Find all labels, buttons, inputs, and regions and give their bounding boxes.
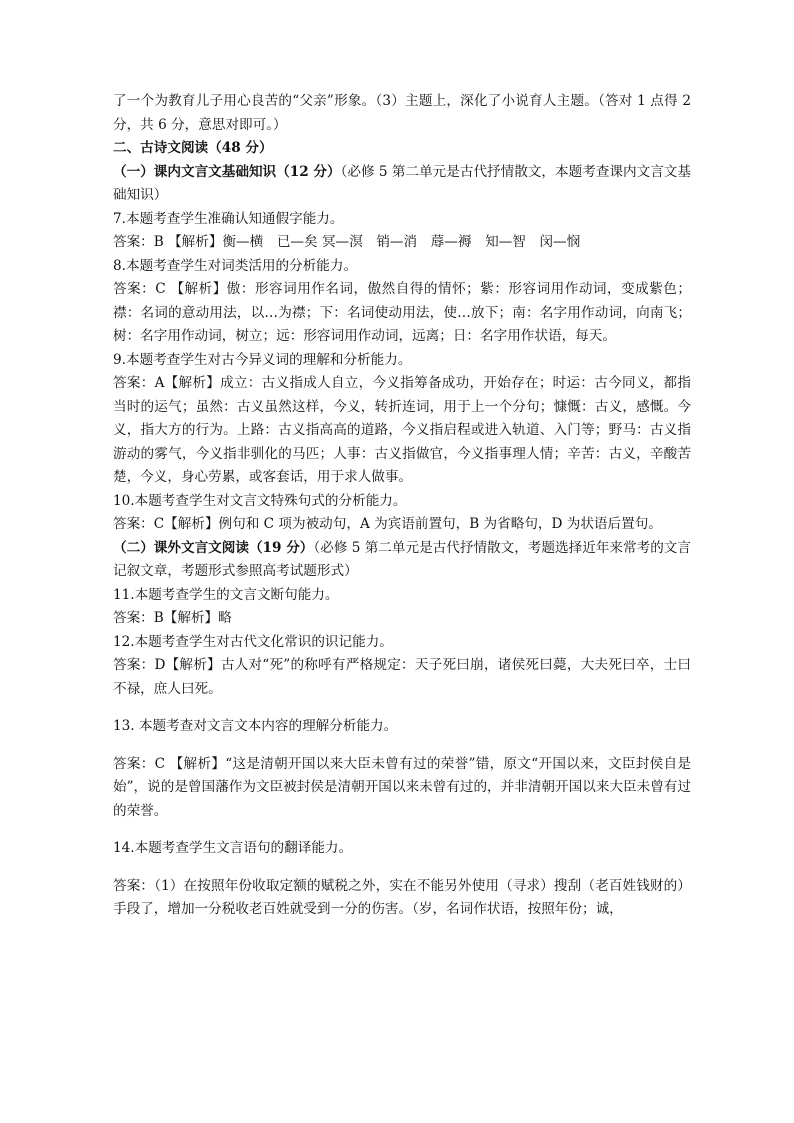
question-11: 11.本题考查学生的文言文断句能力。 — [113, 586, 339, 603]
subsection-heading-2: （二）课外文言文阅读（19 分）（必修 5 第二单元是古代抒情散文，考题选择近年来常考的文言记叙文章，考题形式参照高考试题形式） — [113, 539, 691, 579]
question-9: 9.本题考查学生对古今异义词的理解和分析能力。 — [113, 351, 412, 368]
paragraph-0: 了一个为教育儿子用心良苦的“父亲”形象。（3）主题上，深化了小说育人主题。（答对 1 点得 2 分，共 6 分，意思对即可。） — [113, 93, 691, 133]
answer-8: 答案：C 【解析】傲：形容词用作名词，傲然自得的情怀；紫：形容词用作动词，变成紫色；襟：名词的意动用法，以…为襟；下：名词使动用法，使…放下；南：名字用作动词，向南飞；树：名字用作动词，树立；远：形容词用作动词，远离；日：名字用作状语，每天。 — [113, 281, 691, 344]
question-14: 14.本题考查学生文言语句的翻译能力。 — [113, 840, 353, 856]
question-7: 7.本题考查学生准确认知通假字能力。 — [113, 210, 344, 227]
section-heading-classical: 二、古诗文阅读（48 分） — [113, 140, 273, 156]
document-body — [113, 90, 691, 922]
answer-7: 答案：B 【解析】衡—横 已—矣 冥—溟 销—消 蓐—褥 知—智 闵—悯 — [113, 234, 581, 250]
answer-10: 答案：C【解析】例句和 C 项为被动句，A 为宾语前置句，B 为省略句，D 为状语后置句。 — [113, 516, 662, 532]
answer-11: 答案：B【解析】略 — [113, 610, 232, 626]
question-10: 10.本题考查学生对文言文特殊句式的分析能力。 — [113, 492, 407, 509]
question-12: 12.本题考查学生对古代文化常识的识记能力。 — [113, 633, 393, 650]
answer-13: 答案：C 【解析】“这是清朝开国以来大臣未曾有过的荣誉”错，原文“开国以来，文臣封侯自是始”，说的是曾国藩作为文臣被封侯是清朝开国以来未曾有过的，并非清朝开国以来大臣未曾有过的荣誉。 — [113, 755, 691, 819]
question-13: 13. 本题考查对文言文本内容的理解分析能力。 — [113, 718, 398, 734]
answer-9: 答案：A【解析】成立：古义指成人自立，今义指筹备成功，开始存在；时运：古今同义，都指当时的运气；虽然：古义虽然这样，今义，转折连词，用于上一个分句；慷慨：古义，感慨。今义，指大方的行为。上路：古义指高高的道路，今义指启程或进入轨道、入门等；野马：古义指游动的雾气，今义指非驯化的马匹；人事：古义指做官，今义指事理人情；辛苦：古义，辛酸苦楚，今义，身心劳累，或客套话，用于求人做事。 — [113, 375, 691, 485]
answer-12: 答案：D【解析】古人对“死”的称呼有严格规定：天子死曰崩，诸侯死曰薨，大夫死曰卒，士曰不禄，庶人曰死。 — [113, 657, 691, 697]
answer-14: 答案：（1）在按照年份收取定额的赋税之外，实在不能另外使用（寻求）搜刮（老百姓钱财的）手段了，增加一分税收老百姓就受到一分的伤害。（岁，名词作状语，按照年份；诚， — [113, 877, 691, 917]
question-8: 8.本题考查学生对词类活用的分析能力。 — [113, 257, 358, 274]
subsection-heading-1: （一）课内文言文基础知识（12 分）（必修 5 第二单元是古代抒情散文，本题考查课内文言文基础知识） — [113, 163, 691, 203]
